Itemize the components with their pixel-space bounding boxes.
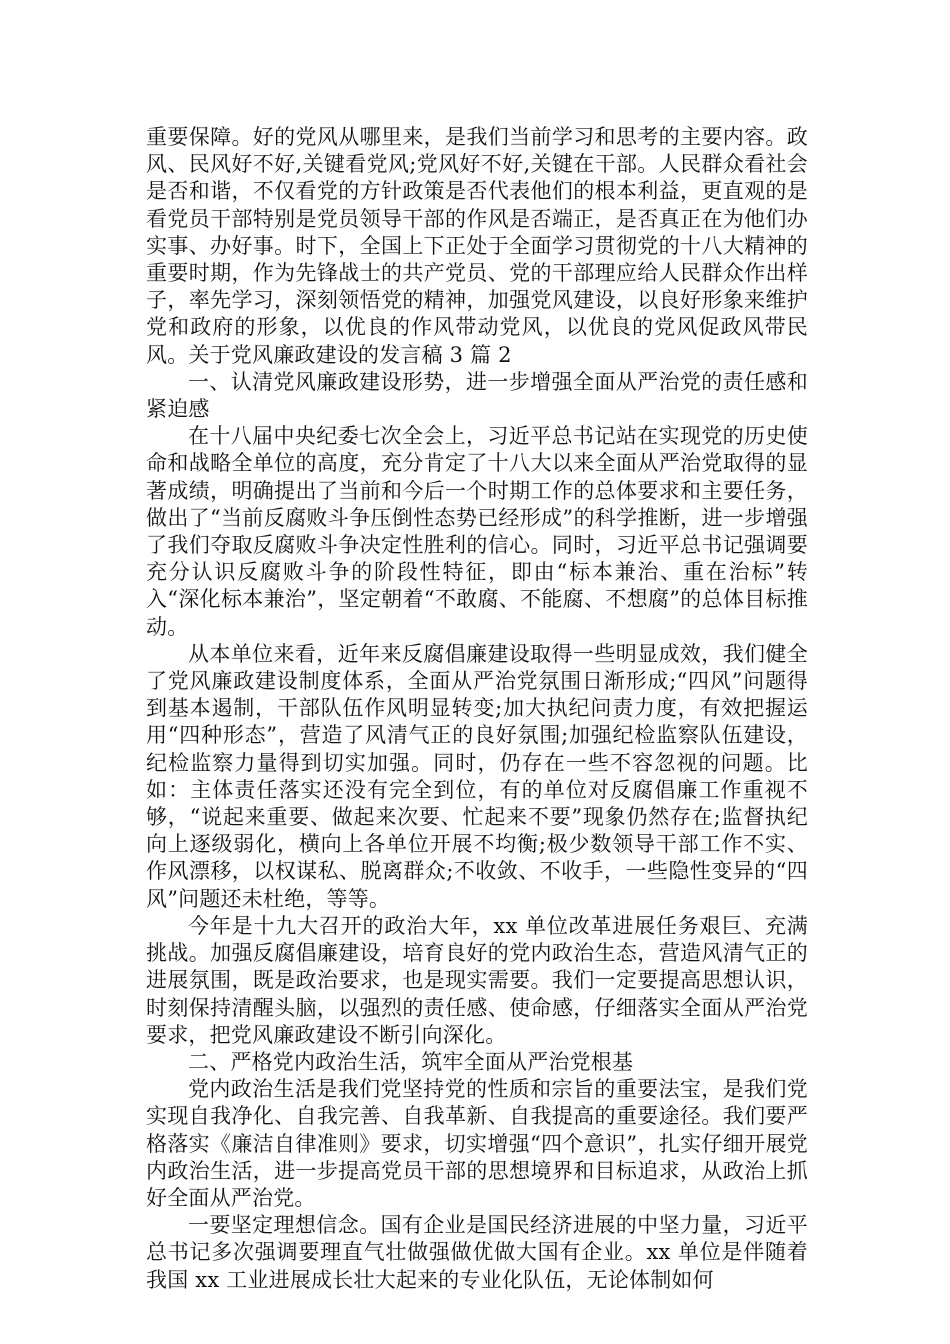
paragraph-2: 在十八届中央纪委七次全会上，习近平总书记站在实现党的历史使命和战略全单位的高度，充分肯定了十八大以来全面从严治党取得的显著成绩，明确提出了当前和今后一个时期工作的总体要求和主要任务，做出了“当前反腐败斗争压倒性态势已经形成”的科学推断，进一步增强了我们夺取反腐败斗争决定性胜利的信心。同时，习近平总书记强调要充分认识反腐败斗争的阶段性特征，即由“标本兼治、重在治标”转入“深化标本兼治”，坚定朝着“不敢腐、不能腐、不想腐”的总体目标推动。 (146, 424, 808, 639)
paragraph-3: 从本单位来看，近年来反腐倡廉建设取得一些明显成效，我们健全了党风廉政建设制度体系，全面从严治党氛围日渐形成;“四风”问题得到基本遏制，干部队伍作风明显转变;加大执纪问责力度，有效把握运用“四种形态”，营造了风清气正的良好氛围;加强纪检监察队伍建设，纪检监察力量得到切实加强。同时，仍存在一些不容忽视的问题。比如：主体责任落实还没有完全到位，有的单位对反腐倡廉工作重视不够，“说起来重要、做起来次要、忙起来不要”现象仍然存在;监督执纪向上逐级弱化，横向上各单位开展不均衡;极少数领导干部工作不实、作风漂移，以权谋私、脱离群众;不收敛、不收手，一些隐性变异的“四风”问题还未杜绝，等等。 (146, 641, 808, 911)
paragraph-5: 党内政治生活是我们党坚持党的性质和宗旨的重要法宝，是我们党实现自我净化、自我完善、自我革新、自我提高的重要途径。我们要严格落实《廉洁自律准则》要求，切实增强“四个意识”，扎实仔细开展党内政治生活，进一步提高党员干部的思想境界和目标追求，从政治上抓好全面从严治党。 (146, 1077, 808, 1210)
document-body (146, 124, 808, 1294)
paragraph-1: 重要保障。好的党风从哪里来，是我们当前学习和思考的主要内容。政风、民风好不好,关键看党风;党风好不好,关键在干部。人民群众看社会是否和谐，不仅看党的方针政策是否代表他们的根本利益，更直观的是看党员干部特别是党员领导干部的作风是否端正，是否真正在为他们办实事、办好事。时下，全国上下正处于全面学习贯彻党的十八大精神的重要时期，作为先锋战士的共产党员、党的干部理应给人民群众作出样子，率先学习，深刻领悟党的精神，加强党风建设，以良好形象来维护党和政府的形象，以优良的作风带动党风，以优良的党风促政风带民风。关于党风廉政建设的发言稿 3 篇 2 (146, 125, 808, 367)
section-heading-1: 一、认清党风廉政建设形势，进一步增强全面从严治党的责任感和紧迫感 (146, 369, 808, 422)
paragraph-6: 一要坚定理想信念。国有企业是国民经济进展的中坚力量，习近平总书记多次强调要理直气壮做强做优做大国有企业。xx 单位是伴随着我国 xx 工业进展成长壮大起来的专业化队伍，无论体制如何 (146, 1213, 808, 1292)
section-heading-2: 二、严格党内政治生活，筑牢全面从严治党根基 (188, 1049, 634, 1074)
paragraph-4: 今年是十九大召开的政治大年，xx 单位改革进展任务艰巨、充满挑战。加强反腐倡廉建设，培育良好的党内政治生态，营造风清气正的进展氛围，既是政治要求，也是现实需要。我们一定要提高思想认识，时刻保持清醒头脑，以强烈的责任感、使命感，仔细落实全面从严治党要求，把党风廉政建设不断引向深化。 (146, 913, 808, 1047)
